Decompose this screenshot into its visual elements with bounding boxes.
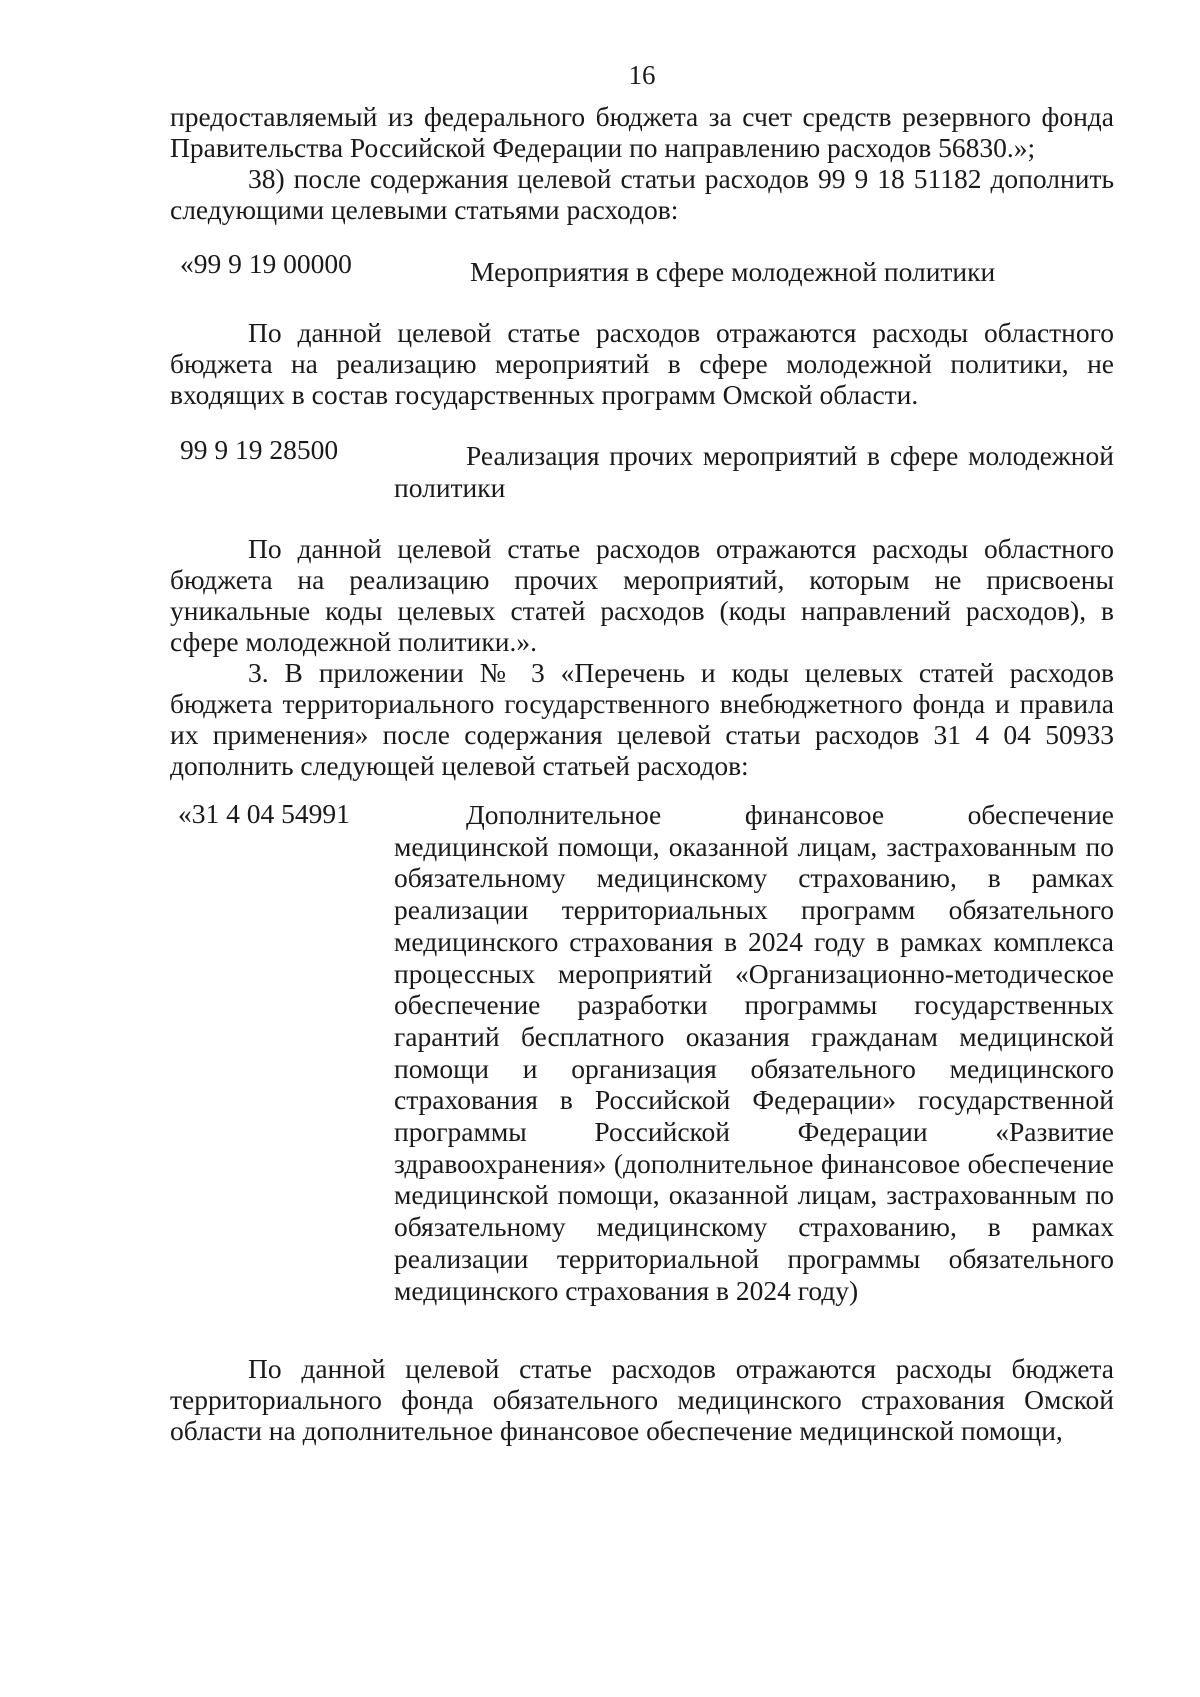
page-number: 16 [628, 60, 656, 90]
item-3-paragraph: 3. В приложении № 3 «Перечень и коды целевых статей расходов бюджета территориального государственного внебюджетного фонда и правила их применения» после содержания целевой статьи расходов 31 4 04 50933 дополнить следующей целевой статьей расходов: [170, 657, 1114, 781]
target-article-title: Мероприятия в сфере молодежной политики [470, 256, 996, 287]
target-article-code: «31 4 04 54991 [178, 798, 350, 829]
item-38-paragraph: 38) после содержания целевой статьи расходов 99 9 18 51182 дополнить следующими целевыми статьями расходов: [170, 163, 1114, 225]
target-article-description: По данной целевой статье расходов отражаются расходы областного бюджета на реализацию прочих мероприятий, которым не присвоены уникальные коды целевых статей расходов (коды направлений расходов), в сфере молодежной политики.». [170, 533, 1114, 657]
target-article-description: По данной целевой статье расходов отражаются расходы бюджета территориального фонда обязательного медицинского страхования Омской области на дополнительное финансовое обеспечение медицинской помощи, [170, 1353, 1114, 1446]
intro-paragraph: предоставляемый из федерального бюджета за счет средств резервного фонда Правительства Российской Федерации по направлению расходов 56830.»; [170, 101, 1114, 163]
target-article-code: 99 9 19 28500 [180, 434, 339, 465]
target-article-description: По данной целевой статье расходов отражаются расходы областного бюджета на реализацию мероприятий в сфере молодежной политики, не входящих в состав государственных программ Омской области. [170, 317, 1114, 410]
target-article-title: Дополнительное финансовое обеспечение медицинской помощи, оказанной лицам, застрахованным по обязательному медицинскому страхованию, в рамках реализации территориальных программ обязательного медицинского страхования в 2024 году в рамках комплекса процессных мероприятий «Организационно-методическое обеспечение разработки программы государственных гарантий бесплатного оказания гражданам медицинской помощи и организация обязательного медицинского страхования в Российской Федерации» государственной программы Российской Федерации «Развитие здравоохранения» (дополнительное финансовое обеспечение медицинской помощи, оказанной лицам, застрахованным по обязательному медицинскому страхованию, в рамках реализации территориальной программы обязательного медицинского страхования в 2024 году) [394, 799, 1114, 1306]
target-article-code: «99 9 19 00000 [180, 248, 352, 279]
target-article-title: Реализация прочих мероприятий в сфере молодежной политики [394, 440, 1114, 503]
